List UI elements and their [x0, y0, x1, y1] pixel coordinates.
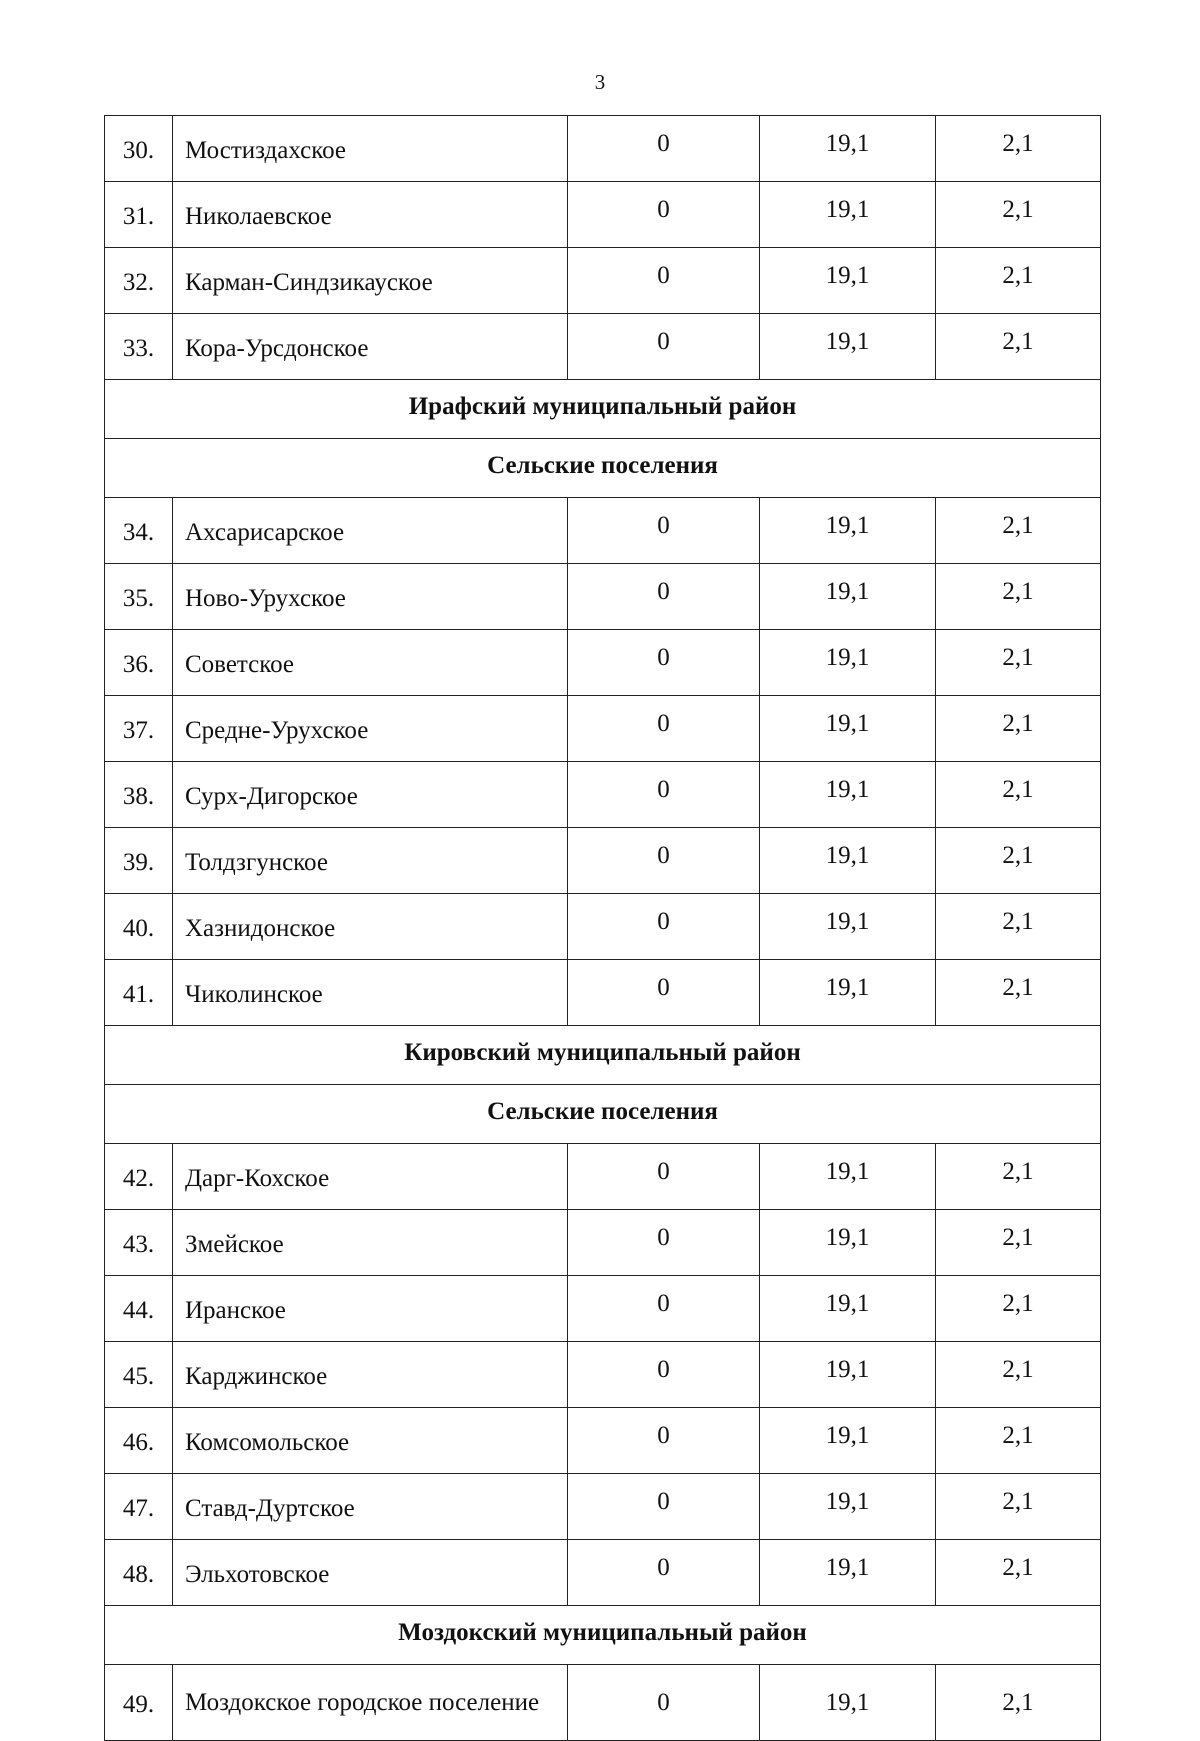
value-cell: 0 [568, 960, 760, 1026]
row-number: 41. [105, 960, 173, 1026]
value-cell: 0 [568, 762, 760, 828]
value-cell: 0 [568, 1276, 760, 1342]
settlement-name: Иранское [173, 1276, 568, 1342]
table-row [105, 630, 1101, 696]
row-number: 46. [105, 1408, 173, 1474]
settlement-name: Толдзгунское [173, 828, 568, 894]
settlement-name: Карман-Синдзикауское [173, 248, 568, 314]
value-cell: 0 [568, 696, 760, 762]
table-row [105, 828, 1101, 894]
value-cell: 2,1 [936, 696, 1101, 762]
value-cell: 19,1 [760, 248, 936, 314]
settlement-name: Средне-Урухское [173, 696, 568, 762]
section-header: Сельские поселения [105, 1085, 1101, 1144]
row-number: 32. [105, 248, 173, 314]
row-number: 35. [105, 564, 173, 630]
value-cell: 19,1 [760, 828, 936, 894]
row-number: 39. [105, 828, 173, 894]
value-cell: 0 [568, 1342, 760, 1408]
row-number: 48. [105, 1540, 173, 1606]
table-row [105, 1474, 1101, 1540]
table-row [105, 1276, 1101, 1342]
table-row [105, 182, 1101, 248]
value-cell: 19,1 [760, 314, 936, 380]
section-header: Сельские поселения [105, 439, 1101, 498]
table-row [105, 564, 1101, 630]
value-cell: 19,1 [760, 1665, 936, 1741]
value-cell: 0 [568, 828, 760, 894]
section-header: Кировский муниципальный район [105, 1026, 1101, 1085]
value-cell: 0 [568, 1210, 760, 1276]
row-number: 44. [105, 1276, 173, 1342]
settlement-name: Хазнидонское [173, 894, 568, 960]
table-row [105, 762, 1101, 828]
value-cell: 0 [568, 564, 760, 630]
value-cell: 19,1 [760, 1342, 936, 1408]
value-cell: 2,1 [936, 1474, 1101, 1540]
row-number: 40. [105, 894, 173, 960]
section-header: Моздокский муниципальный район [105, 1606, 1101, 1665]
row-number: 34. [105, 498, 173, 564]
table-row [105, 1342, 1101, 1408]
value-cell: 19,1 [760, 1210, 936, 1276]
table-row [105, 498, 1101, 564]
settlement-name: Сурх-Дигорское [173, 762, 568, 828]
value-cell: 2,1 [936, 1665, 1101, 1741]
value-cell: 0 [568, 248, 760, 314]
value-cell: 0 [568, 116, 760, 182]
row-number: 33. [105, 314, 173, 380]
value-cell: 19,1 [760, 182, 936, 248]
value-cell: 2,1 [936, 762, 1101, 828]
section-header-row [105, 1085, 1101, 1144]
row-number: 31. [105, 182, 173, 248]
value-cell: 2,1 [936, 116, 1101, 182]
settlement-name: Кора-Урсдонское [173, 314, 568, 380]
value-cell: 19,1 [760, 630, 936, 696]
settlement-name: Моздокское городское поселение [173, 1665, 568, 1741]
settlement-name: Советское [173, 630, 568, 696]
section-header-row [105, 439, 1101, 498]
row-number: 38. [105, 762, 173, 828]
value-cell: 2,1 [936, 1276, 1101, 1342]
value-cell: 19,1 [760, 1408, 936, 1474]
district-header-row [105, 380, 1101, 439]
value-cell: 2,1 [936, 314, 1101, 380]
value-cell: 0 [568, 182, 760, 248]
value-cell: 19,1 [760, 1474, 936, 1540]
row-number: 30. [105, 116, 173, 182]
settlement-name: Эльхотовское [173, 1540, 568, 1606]
value-cell: 2,1 [936, 248, 1101, 314]
value-cell: 2,1 [936, 1342, 1101, 1408]
value-cell: 2,1 [936, 828, 1101, 894]
settlement-name: Ново-Урухское [173, 564, 568, 630]
value-cell: 19,1 [760, 1276, 936, 1342]
value-cell: 19,1 [760, 960, 936, 1026]
value-cell: 2,1 [936, 1210, 1101, 1276]
table-row [105, 1408, 1101, 1474]
value-cell: 0 [568, 314, 760, 380]
district-header-row [105, 1026, 1101, 1085]
row-number: 37. [105, 696, 173, 762]
value-cell: 19,1 [760, 564, 936, 630]
value-cell: 0 [568, 1540, 760, 1606]
row-number: 43. [105, 1210, 173, 1276]
district-header-row [105, 1606, 1101, 1665]
settlement-name: Мостиздахское [173, 116, 568, 182]
value-cell: 19,1 [760, 1144, 936, 1210]
value-cell: 19,1 [760, 116, 936, 182]
table-row [105, 960, 1101, 1026]
value-cell: 2,1 [936, 630, 1101, 696]
value-cell: 0 [568, 630, 760, 696]
value-cell: 2,1 [936, 182, 1101, 248]
table-row [105, 1144, 1101, 1210]
table-row [105, 1210, 1101, 1276]
settlement-name: Чиколинское [173, 960, 568, 1026]
row-number: 45. [105, 1342, 173, 1408]
row-number: 49. [105, 1665, 173, 1741]
value-cell: 0 [568, 1474, 760, 1540]
value-cell: 2,1 [936, 960, 1101, 1026]
table-row [105, 1665, 1101, 1741]
value-cell: 2,1 [936, 498, 1101, 564]
value-cell: 2,1 [936, 1408, 1101, 1474]
row-number: 42. [105, 1144, 173, 1210]
value-cell: 19,1 [760, 696, 936, 762]
value-cell: 0 [568, 498, 760, 564]
settlement-name: Ахсарисарское [173, 498, 568, 564]
table-row [105, 894, 1101, 960]
table-row [105, 314, 1101, 380]
value-cell: 2,1 [936, 564, 1101, 630]
value-cell: 0 [568, 1665, 760, 1741]
value-cell: 19,1 [760, 1540, 936, 1606]
value-cell: 19,1 [760, 498, 936, 564]
table-body [105, 116, 1101, 1741]
value-cell: 2,1 [936, 1144, 1101, 1210]
settlement-name: Карджинское [173, 1342, 568, 1408]
row-number: 36. [105, 630, 173, 696]
settlement-name: Змейское [173, 1210, 568, 1276]
value-cell: 2,1 [936, 894, 1101, 960]
row-number: 47. [105, 1474, 173, 1540]
section-header: Ирафский муниципальный район [105, 380, 1101, 439]
value-cell: 2,1 [936, 1540, 1101, 1606]
settlement-name: Комсомольское [173, 1408, 568, 1474]
value-cell: 19,1 [760, 894, 936, 960]
table-row [105, 116, 1101, 182]
value-cell: 0 [568, 1408, 760, 1474]
settlement-name: Ставд-Дуртское [173, 1474, 568, 1540]
table-row [105, 1540, 1101, 1606]
settlement-name: Николаевское [173, 182, 568, 248]
value-cell: 19,1 [760, 762, 936, 828]
settlements-table [104, 115, 1101, 1741]
page-number: 3 [594, 70, 606, 94]
table-row [105, 248, 1101, 314]
settlement-name: Дарг-Кохское [173, 1144, 568, 1210]
value-cell: 0 [568, 1144, 760, 1210]
value-cell: 0 [568, 894, 760, 960]
table-row [105, 696, 1101, 762]
